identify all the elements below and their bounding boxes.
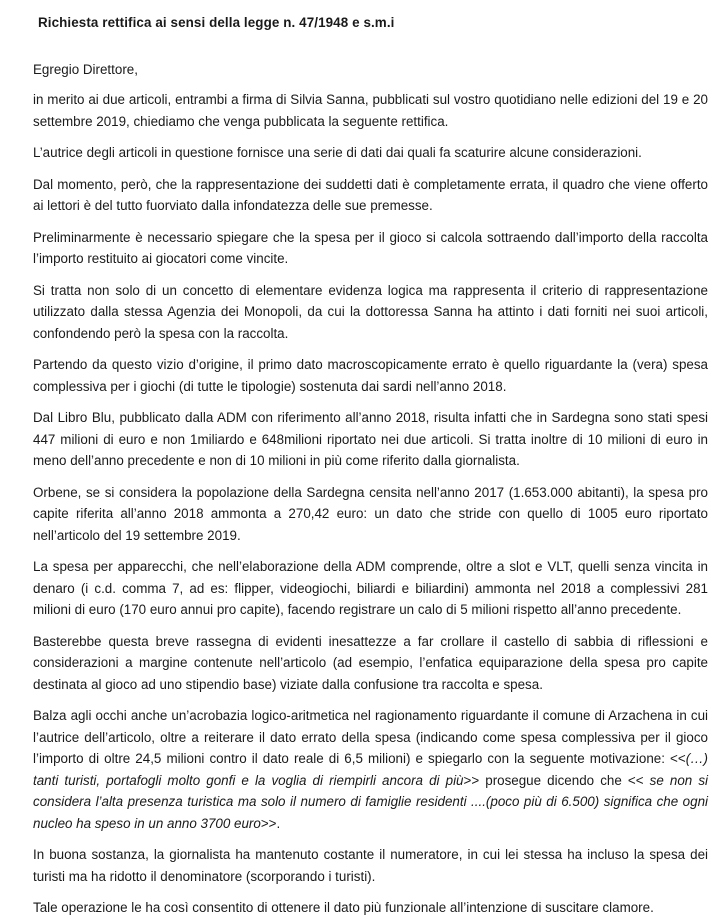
arzachena-middle: >> prosegue dicendo che << (463, 772, 650, 788)
arzachena-intro: Balza agli occhi anche un’acrobazia logico-aritmetica nel ragionamento riguardante il comune di Arzachena in cui l’autrice dell’articolo, oltre a reiterare il dato errato della spesa (indicando come spesa complessiva per il gioco l’importo di oltre 24,5 milioni contro il dato reale di 6,5 milioni) e spiegarlo con la seguente motivazione: << (33, 708, 708, 766)
paragraph-wrong-representation: Dal momento, però, che la rappresentazione dei suddetti dati è completamente errata, il quadro che viene offerto ai lettori è del tutto fuorviato dalla infondatezza delle sue premesse. (33, 176, 708, 213)
paragraph-final: Tale operazione le ha così consentito di ottenere il dato più funzionale all’intenzione di suscitare clamore. (33, 900, 654, 915)
paragraph-per-capita: Orbene, se si considera la popolazione della Sardegna censita nell’anno 2017 (1.653.000 abitanti), la spesa pro capite riferita all’anno 2018 ammonta a 270,42 euro: un dato che stride con quello di 1005 euro riportato nell’articolo del 19 settembre 2019. (33, 484, 708, 543)
paragraph-spending-definition: Preliminarmente è necessario spiegare che la spesa per il gioco si calcola sottraendo dall’importo della raccolta l’importo restituito ai giocatori come vincite. (33, 229, 708, 266)
document-title: Richiesta rettifica ai sensi della legge n. 47/1948 e s.m.i (38, 15, 395, 30)
paragraph-intro: in merito ai due articoli, entrambi a firma di Silvia Sanna, pubblicati sul vostro quotidiano nelle edizioni del 19 e 20 settembre 2019, chiediamo che venga pubblicata la seguente rettifica. (33, 92, 708, 129)
arzachena-quote-2: se non si considera l’alta presenza turistica ma solo il numero di famiglie residenti ....(poco più di 6.500) significa che ogni nucleo ha speso in un anno 3700 euro (33, 772, 708, 831)
paragraph-inaccuracies: Basterebbe questa breve rassegna di evidenti inesattezze a far crollare il castello di sabbia di riflessioni e considerazioni a margine contenute nell’articolo (ad esempio, l’enfatica equiparazione della spesa pro capite destinata al gioco ad uno stipendio base) viziate dalla confusione tra raccolta e spesa. (33, 633, 708, 692)
paragraph-arzachena (33, 705, 708, 834)
arzachena-quote-1: (…) tanti turisti, portafogli molto gonfi e la voglia di riempirli ancora di più (33, 751, 708, 788)
paragraph-criterion: Si tratta non solo di un concetto di elementare evidenza logica ma rappresenta il criterio di rappresentazione utilizzato dalla stessa Agenzia dei Monopoli, da cui la dottoressa Sanna ha attinto i dati forniti nei suoi articoli, confondendo però la spesa con la raccolta. (33, 282, 708, 341)
paragraph-devices-spending: La spesa per apparecchi, che nell’elaborazione della ADM comprende, oltre a slot e VLT, quelli senza vincita in denaro (i c.d. comma 7, ad es: flipper, videogiochi, biliardi e biliardini) ammonta nel 2018 a complessivi 281 milioni di euro (170 euro annui pro capite), facendo registrare un calo di 5 milioni rispetto all’anno precedente. (33, 559, 708, 617)
arzachena-end: >>. (260, 815, 281, 831)
paragraph-first-error: Partendo da questo vizio d’origine, il primo dato macroscopicamente errato è quello riguardante la (vera) spesa complessiva per i giochi (di tutte le tipologie) sostenuta dai sardi nell’anno 2018. (33, 357, 708, 394)
paragraph-libro-blu: Dal Libro Blu, pubblicato dalla ADM con riferimento all’anno 2018, risulta infatti che in Sardegna sono stati spesi 447 milioni di euro e non 1miliardo e 648milioni riportato nei due articoli. Si tratta inoltre di 10 milioni di euro in meno dell’anno precedente e non di 10 milioni in più come riferito dalla giornalista. (33, 410, 708, 468)
paragraph-conclusion: In buona sostanza, la giornalista ha mantenuto costante il numeratore, in cui lei stessa ha incluso la spesa dei turisti ma ha ridotto il denominatore (scorporando i turisti). (33, 847, 708, 884)
salutation: Egregio Direttore, (33, 62, 138, 77)
paragraph-author-data: L’autrice degli articoli in questione fornisce una serie di dati dai quali fa scaturire alcune considerazioni. (33, 145, 642, 160)
